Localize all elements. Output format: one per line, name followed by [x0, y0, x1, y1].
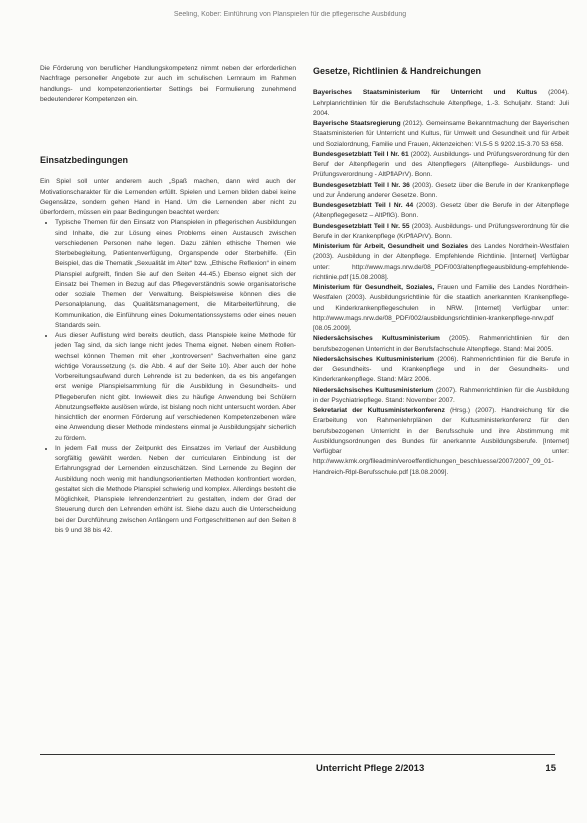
- bullet-item: • Aus dieser Auflistung wird bereits deutlich, dass Planspiele keine Methode für jeden Tag sind, da sich lange nicht jedes Thema eignet. Neben einem Rollen-wechsel können Themen mit eher „kontroversen“ Sachverhalten eine ganz wichtige Voraussetzung (s. die Abb. 4 auf der Seite 10). Aber auch der hohe Vorbereitungsaufwand durch Lehrende ist zu bedenken, da es bis angefangen erst wenige Planspielsammlung für die Ausbildung in Gesundheits- und Pflegeberufen nicht gibt. Inwieweit dies zu häufige Anwendung bei Schülern Abnutzungseffekte auslösen würde, ist bislang noch nicht untersucht worden. Aber hinsichtlich der enormen Förderung auf verschiedenen Kompetenzebenen wäre eine Anwendung dieser Methode mindestens einmal je Ausbildungsjahr sicherlich zu fördern.: [55, 331, 296, 444]
- reference-text: (2012). Gemeinsame Bekanntmachung der Bayerischen Staatsministerien für Unterricht und Kultus, für Umwelt und Gesundheit und für Arbeit und Sozialordnung, Familie und Frauen, Aktenzeichen: VI.5-5 S 9202.15-3.70 53 658.: [313, 120, 569, 148]
- reference-entry: [313, 406, 569, 478]
- reference-text: (2006). Rahmenrichtlinien für die Berufe in der Gesundheits- und Krankenpflege und in der Gesundheits- und Kinderkrankenpflege. Stand: März 2006.: [313, 355, 569, 384]
- reference-author: Niedersächsisches Kultusministerium: [313, 355, 435, 363]
- section-heading-gesetze: Gesetze, Richtlinien & Handreichungen: [313, 66, 482, 76]
- footer-rule: [40, 754, 555, 755]
- reference-author: Sekretariat der Kultusministerkonferenz: [313, 407, 445, 414]
- section-heading-einsatzbedingungen: Einsatzbedingungen: [40, 155, 129, 165]
- einsatz-paragraph: Ein Spiel soll unter anderem auch „Spaß machen, dann wird auch der Motivationscharakter für die Lernenden erfüllt. Spielen und Lernen bilden dabei keine Gegensätze, sondern gehen Hand in Hand. Um die Lernenden aber nicht zu überfordern, müssen ein paar Bedingungen beachtet werden:: [40, 178, 296, 216]
- reference-text: (2005). Rahmenrichtlinien für den berufsbezogenen Unterricht in der Berufsfachschule Altenpflege. Stand: Mai 2005.: [313, 335, 569, 353]
- reference-text: des Landes Nordrhein-Westfalen (2003). Ausbildung in der Altenpflege. Empfehlende Richtlinie. [Internet] Verfügbar unter: http://www.mags.nrw.de/08_PDF/003/altenpflegeausbildung-empfehlende-richtlinie.pdf [15.08.2008].: [313, 243, 569, 281]
- reference-author: Bundesgesetzblatt Teil I Nr. 44: [313, 202, 414, 209]
- reference-text: (2003). Ausbildungs- und Prüfungsverordnung für die Berufe in der Krankenpflege (KrPflAPrV). Bonn.: [313, 222, 569, 240]
- reference-author: Ministerium für Arbeit, Gesundheit und Soziales: [313, 243, 469, 250]
- reference-entry: [313, 201, 569, 222]
- reference-text: (2002). Ausbildungs- und Prüfungsverordnung für den Beruf der Altenpflegerin und des Altenpflegers (Altenpflege- Ausbildungs- und Prüfungsverordnung - AltPflAPrV). Bonn.: [313, 150, 570, 179]
- reference-entry: [313, 386, 569, 407]
- intro-paragraph: Die Förderung von beruflicher Handlungskompetenz nimmt neben der erforderlichen Nachfrage personeller Angebote zur auch im schulischen Lernraum im Rahmen handlungs- und kompetenzorientierter Settings bei Formulierung zunehmend bedeutenderer Kompetenzen ein.: [40, 65, 296, 103]
- reference-entry: [313, 355, 569, 386]
- page-number: 15: [545, 763, 556, 774]
- reference-entry: [313, 181, 569, 202]
- reference-author: Bundesgesetzblatt Teil I Nr. 55: [313, 222, 410, 230]
- reference-entry: [313, 222, 569, 243]
- bullet-item: • In jedem Fall muss der Zeitpunkt des Einsatzes im Verlauf der Ausbildung sorgfältig gewählt werden. Neben der curricularen Einbindung ist der Erfahrungsgrad der Lernenden einzuschätzen. Sind Lernende zu Beginn der Ausbildung noch wenig mit handlungsorientierten Methoden konfrontiert worden, gestaltet sich die Methode Planspiel schwierig und komplex. Allerdings besteht die Möglichkeit, Planspiele lehrendenzentriert zu gestalten, indem der Grad der Steuerung durch den Lehrenden erhöht ist. Siehe dazu auch die Unterscheidung bei der Durchführung zwischen Anfängern und Fortgeschrittenen auf den Seiten 8 bis 9 und 38 bis 42.: [55, 444, 296, 536]
- reference-entry: [313, 150, 569, 181]
- reference-author: Niedersächsisches Kultusministerium: [313, 386, 434, 394]
- einsatz-bullet-list: [40, 218, 296, 536]
- reference-author: Bundesgesetzblatt Teil I Nr. 61: [313, 150, 409, 158]
- reference-text: (2003). Gesetz über die Berufe in der Krankenpflege und zur Änderung anderer Gesetze. Bonn.: [313, 181, 570, 199]
- reference-author: Bayerisches Staatsministerium für Unterricht und Kultus: [313, 89, 538, 97]
- reference-text: Frauen und Familie des Landes Nordrhein-Westfalen (2003). Ausbildungsrichtlinie für die staatlich anerkannten Krankenpflege- und Kinderkrankenpflegeschulen in NRW. [Internet] Verfügbar unter: http://www.mags.nrw.de/08_PDF/002/ausbildungsrichtlinien-krankenpflege-nrw.pdf [08.05.2009].: [313, 284, 569, 332]
- reference-entry: [313, 119, 569, 150]
- running-head: Seeling, Kober: Einführung von Planspielen für die pflegerische Ausbildung: [173, 11, 407, 18]
- reference-entry: [313, 283, 569, 334]
- reference-list: [313, 88, 569, 478]
- reference-text: (2004). Lehrplanrichtlinien für die Berufsfachschule Altenpflege, 1.-3. Schuljahr. Stand: Juli 2004.: [313, 89, 570, 117]
- bullet-item: • Typische Themen für den Einsatz von Planspielen in pflegerischen Ausbildungen sind Inhalte, die zur Lösung eines Problems einen Austausch zwischen verschiedenen Personen nahe legen. Dazu zählen ethische Themen wie Sterbebegleitung, Patientenverfügung, Organspende oder Sterbehilfe. (Ein Beispiel, das die Thematik „Sexualität im Alter“ bzw. „Ethische Reflexion“ in einem Planspiel aufgreift, finden Sie auf den Seiten 44-45.) Ebenso eignet sich der Einsatz bei Themen in Bezug auf das Pflegeverständnis sowie organisatorische oder soziale Themen der Verwaltung. Beispielsweise können dies die Personalplanung, das Qualitätsmanagement, die Mitarbeiterführung, die Kommunikation, die Einführung eines Dokumentationssystems oder eines neuen Standards sein.: [55, 218, 296, 331]
- reference-author: Bayerische Staatsregierung: [313, 120, 401, 127]
- reference-entry: [313, 334, 569, 355]
- reference-entry: [313, 242, 569, 283]
- reference-text: (2003). Gesetz über die Berufe in der Altenpflege (Altenpflegegesetz – AltPflG). Bonn.: [313, 202, 570, 220]
- reference-author: Bundesgesetzblatt Teil I Nr. 36: [313, 181, 410, 189]
- right-column: [313, 66, 569, 478]
- footer-journal-title: Unterricht Pflege 2/2013: [316, 763, 425, 774]
- reference-text: (Hrsg.) (2007). Handreichung für die Erarbeitung von Rahmenlehrplänen der Kultusministerkonferenz für den berufsbezogenen Unterricht in der Berufsschule und ihre Abstimmung mit Ausbildungsordnungen des Bundes für anerkannte Ausbildungsberufe. [Internet] Verfügbar unter: http://www.kmk.org/fileadmin/veroeffentlichungen_beschluesse/2007/2007_09_01-Handreich-Rlpl-Berufsschule.pdf [18.08.2009].: [313, 407, 569, 476]
- reference-text: (2007). Rahmenrichtlinien für die Ausbildung in der Psychiatriepflege. Stand: November 2007.: [313, 386, 569, 404]
- reference-entry: [313, 88, 569, 119]
- left-column: [40, 64, 296, 536]
- reference-author: Ministerium für Gesundheit, Soziales,: [313, 284, 435, 291]
- reference-author: Niedersächsisches Kultusministerium: [313, 335, 440, 343]
